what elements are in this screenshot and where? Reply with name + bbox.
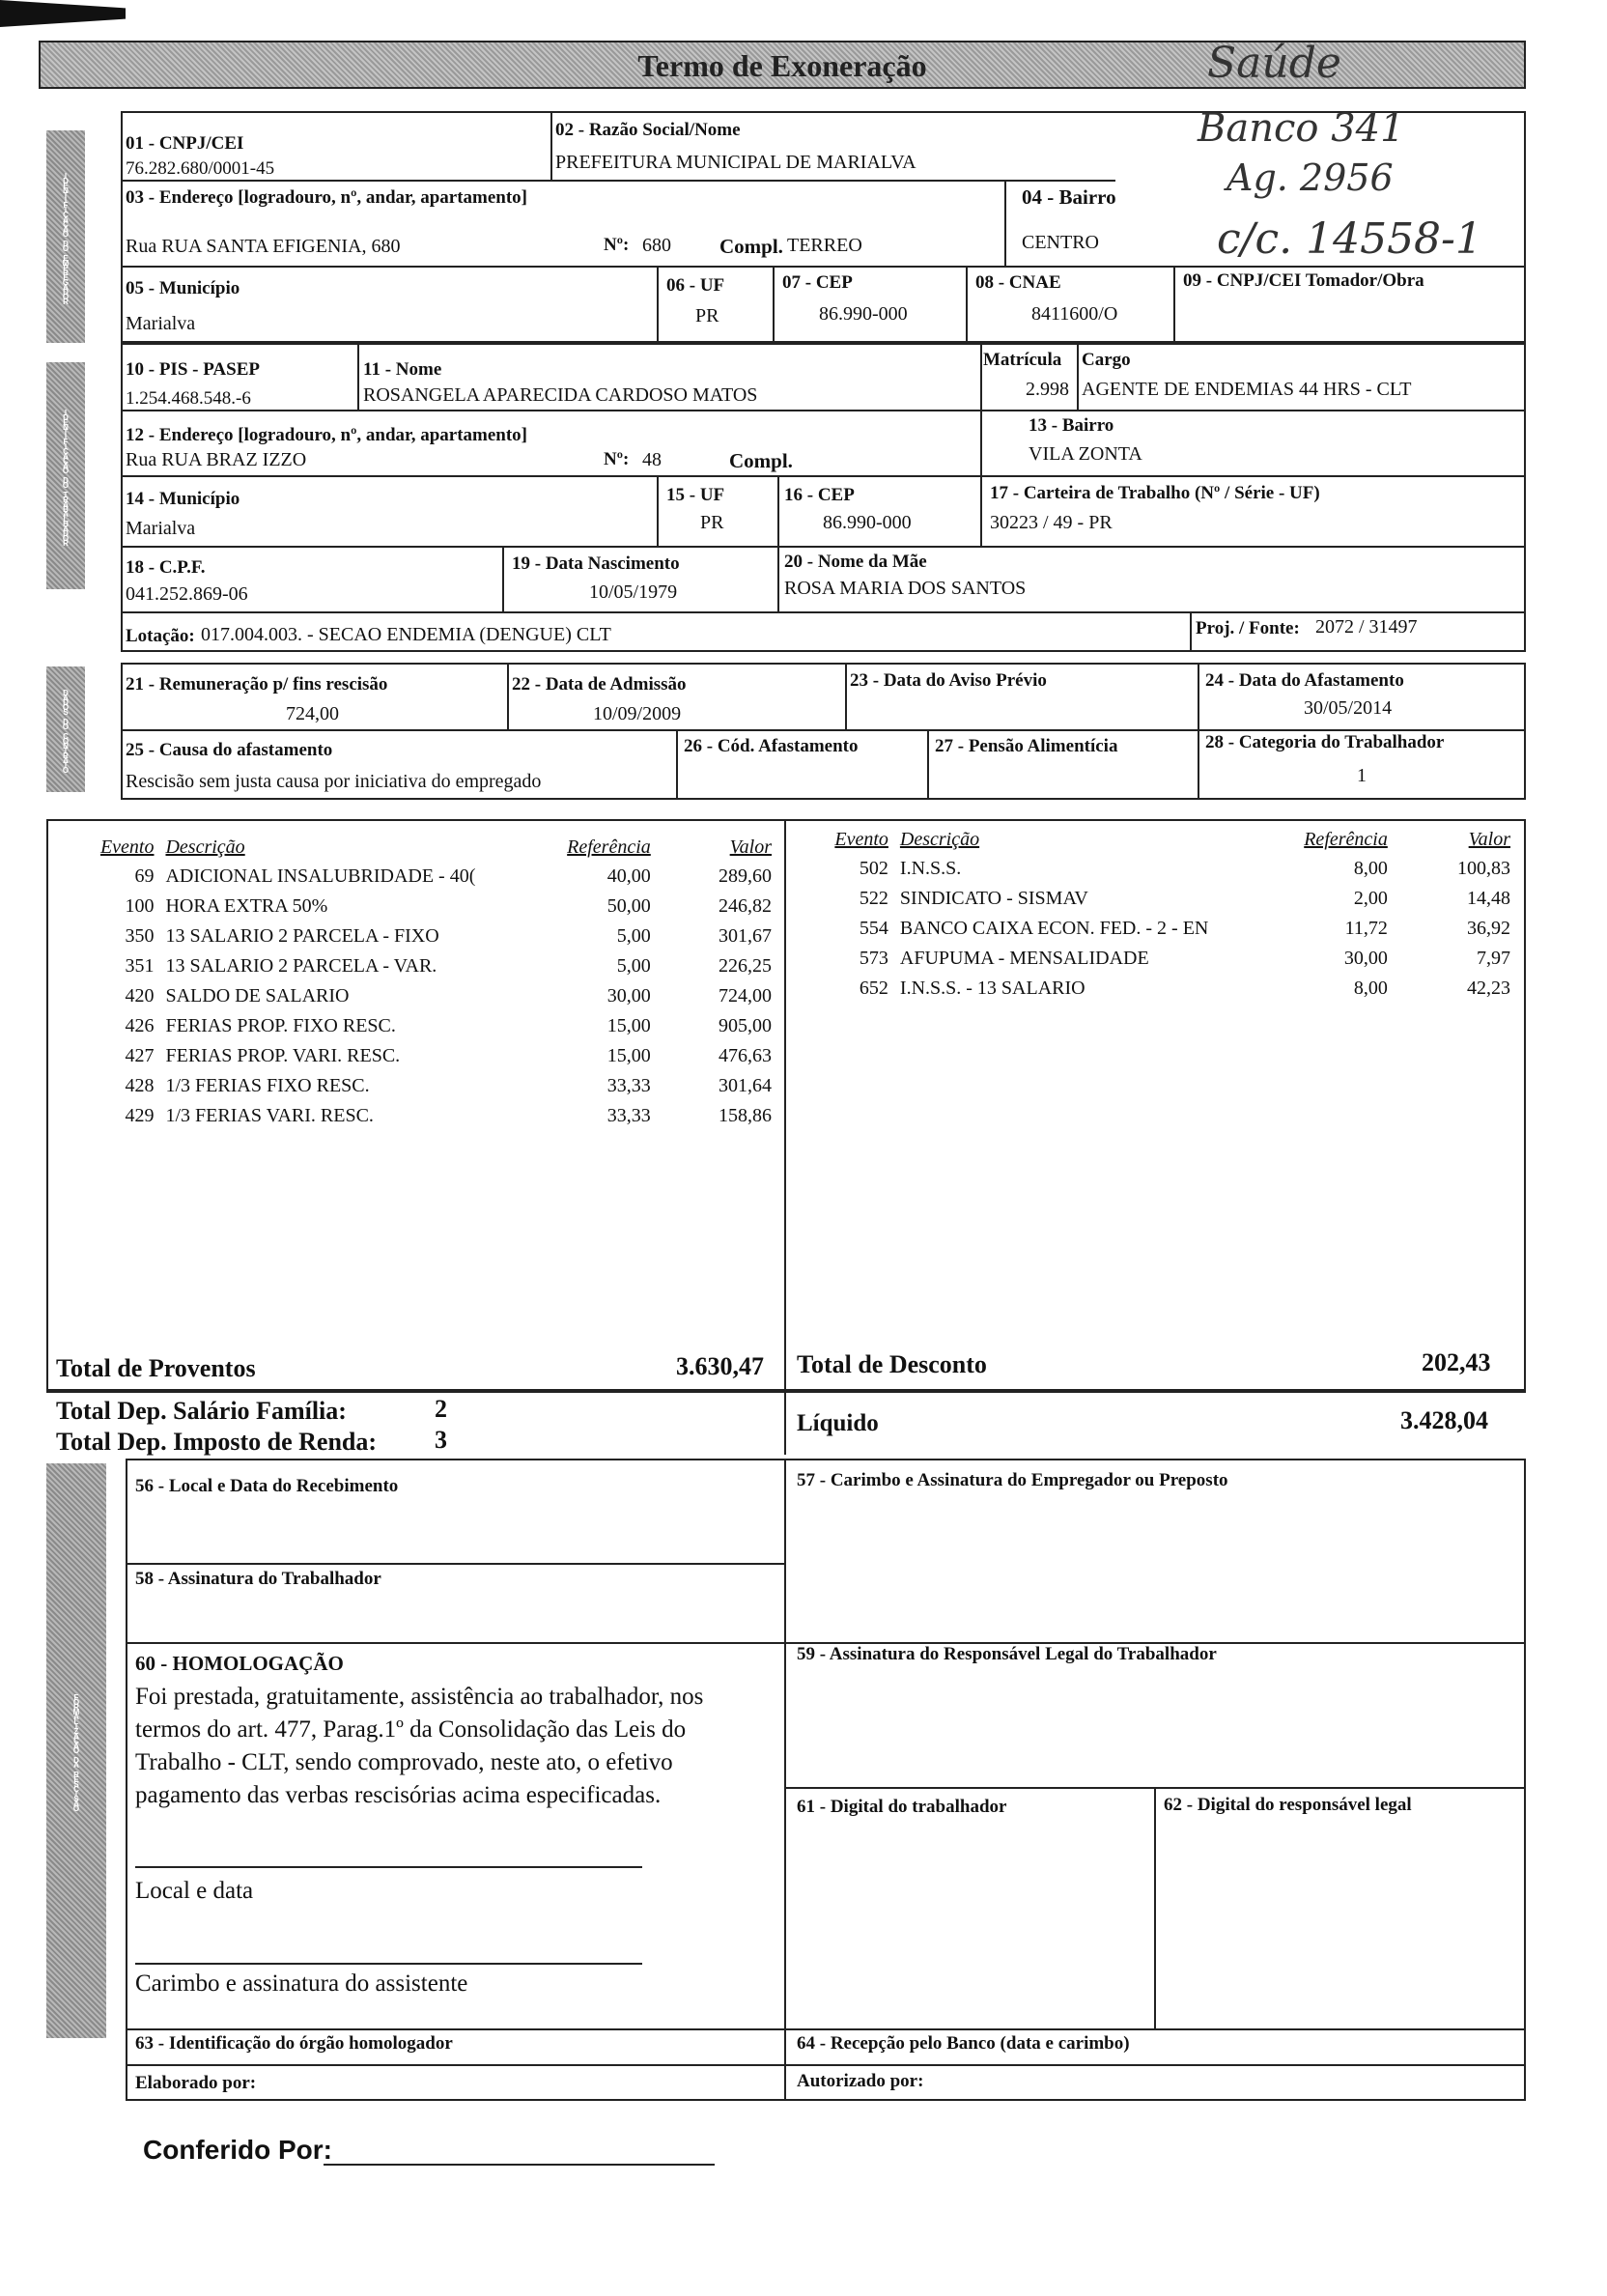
carimbo-label: Carimbo e assinatura do assistente [135, 1970, 468, 1997]
mae-label: 20 - Nome da Mãe [784, 552, 927, 572]
col-valor: Valor [729, 836, 772, 858]
categoria-label: 28 - Categoria do Trabalhador [1205, 732, 1445, 752]
local-data-line [135, 1866, 642, 1868]
table-row: 652 I.N.S.S. - 13 SALARIO 8,00 42,23 [859, 978, 1510, 999]
side-label-empregador: IDENTIFICAÇÃO DO EMPREGADOR [46, 130, 85, 343]
side-label-contrato: DADOS DO CONTRATO [46, 666, 85, 792]
bairro-trab-label: 13 - Bairro [1029, 415, 1114, 436]
endereco-label: 03 - Endereço [logradouro, nº, andar, apartamento] [126, 187, 528, 208]
nome-label: 11 - Nome [363, 359, 442, 380]
municipio-value: Marialva [126, 313, 196, 334]
total-proventos-value: 3.630,47 [676, 1352, 764, 1380]
nasc-value: 10/05/1979 [589, 581, 678, 603]
scan-mark [0, 0, 126, 27]
bairro-label: 04 - Bairro [1022, 185, 1116, 209]
table-row: 522 SINDICATO - SISMAV 2,00 14,48 [859, 888, 1510, 909]
f58-label: 58 - Assinatura do Trabalhador [135, 1569, 381, 1589]
bairro-value: CENTRO [1022, 232, 1099, 253]
f62-label: 62 - Digital do responsável legal [1164, 1795, 1412, 1815]
numero-trab-value: 48 [642, 449, 662, 470]
table-row: 554 BANCO CAIXA ECON. FED. - 2 - EN 11,72 36,92 [859, 918, 1510, 939]
adm-value: 10/09/2009 [593, 703, 682, 724]
table-row: 428 1/3 FERIAS FIXO RESC. 33,33 301,64 [125, 1075, 772, 1096]
handwriting-account: c/c. 14558-1 [1217, 214, 1482, 264]
col-evento: Evento [99, 836, 155, 858]
liquido-value: 3.428,04 [1400, 1406, 1488, 1434]
cnpj-label: 01 - CNPJ/CEI [126, 133, 244, 154]
cnae-label: 08 - CNAE [975, 272, 1061, 293]
compl-label: Compl. [719, 235, 783, 258]
f59-label: 59 - Assinatura do Responsável Legal do Trabalhador [797, 1644, 1217, 1664]
cep-trab-label: 16 - CEP [784, 485, 855, 505]
bairro-trab-value: VILA ZONTA [1029, 443, 1142, 465]
aviso-label: 23 - Data do Aviso Prévio [850, 670, 1047, 691]
proj-label: Proj. / Fonte: [1196, 618, 1300, 638]
f60-label: 60 - HOMOLOGAÇÃO [135, 1652, 344, 1675]
compl-trab-label: Compl. [729, 449, 793, 472]
f61-label: 61 - Digital do trabalhador [797, 1797, 1007, 1817]
conferido-label: Conferido Por: [143, 2135, 332, 2165]
pis-label: 10 - PIS - PASEP [126, 359, 260, 380]
col-evento: Evento [834, 828, 888, 850]
mae-value: ROSA MARIA DOS SANTOS [784, 578, 1027, 599]
familia-value: 2 [435, 1395, 447, 1423]
uf-trab-label: 15 - UF [666, 485, 725, 505]
matricula-value: 2.998 [1026, 379, 1069, 400]
endereco-trab-value: Rua RUA BRAZ IZZO [126, 449, 307, 470]
homologation-text: Foi prestada, gratuitamente, assistência ao trabalhador, nos termos do art. 477, Parag.1º da Consolidação das Leis do Trabalho - CLT, sendo comprovado, neste ato, o efetivo pagamento das verbas rescisórias acima especificadas. [135, 1684, 704, 1808]
ctps-label: 17 - Carteira de Trabalho (Nº / Série - UF) [990, 483, 1320, 503]
ir-value: 3 [435, 1426, 447, 1454]
carimbo-line [135, 1963, 642, 1965]
municipio-trab-label: 14 - Município [126, 489, 240, 509]
cep-value: 86.990-000 [819, 303, 908, 325]
compl-value: TERREO [787, 235, 862, 256]
table-row: 573 AFUPUMA - MENSALIDADE 30,00 7,97 [859, 948, 1510, 969]
page-title: Termo de Exoneração [637, 48, 927, 83]
adm-label: 22 - Data de Admissão [512, 674, 687, 694]
side-label-trabalhador: IDENTIFICAÇÃO DO TRABALHADOR [46, 362, 85, 589]
handwriting-agency: Ag. 2956 [1226, 156, 1394, 199]
razao-value: PREFEITURA MUNICIPAL DE MARIALVA [555, 152, 916, 173]
table-row: 100 HORA EXTRA 50% 50,00 246,82 [125, 895, 772, 917]
municipio-trab-value: Marialva [126, 518, 196, 539]
pis-value: 1.254.468.548.-6 [126, 388, 251, 409]
f57-label: 57 - Carimbo e Assinatura do Empregador ou Preposto [797, 1470, 1228, 1490]
nome-value: ROSANGELA APARECIDA CARDOSO MATOS [363, 384, 758, 406]
cnae-value: 8411600/O [1031, 303, 1118, 325]
table-row: 350 13 SALARIO 2 PARCELA - FIXO 5,00 301,67 [125, 925, 772, 947]
endereco-value: Rua RUA SANTA EFIGENIA, 680 [126, 236, 401, 257]
col-valor: Valor [1468, 828, 1510, 850]
cnpj-value: 76.282.680/0001-45 [126, 158, 275, 179]
nasc-label: 19 - Data Nascimento [512, 553, 680, 574]
table-row: 502 I.N.S.S. 8,00 100,83 [859, 858, 1510, 879]
handwriting-bank: Banco 341 [1198, 106, 1405, 151]
handwriting-top: Saúde [1207, 39, 1341, 88]
cargo-value: AGENTE DE ENDEMIAS 44 HRS - CLT [1082, 379, 1412, 400]
f64-label: 64 - Recepção pelo Banco (data e carimbo) [797, 2033, 1130, 2054]
afast-value: 30/05/2014 [1304, 697, 1393, 719]
causa-value: Rescisão sem justa causa por iniciativa do empregado [126, 771, 542, 792]
liquido-label: Líquido [797, 1410, 879, 1436]
numero-label: Nº: [604, 235, 630, 255]
rem-label: 21 - Remuneração p/ fins rescisão [126, 674, 388, 694]
causa-label: 25 - Causa do afastamento [126, 740, 333, 760]
matricula-label: Matrícula [983, 350, 1062, 370]
col-descricao: Descrição [165, 836, 245, 858]
table-row: 420 SALDO DE SALARIO 30,00 724,00 [125, 985, 772, 1006]
cpf-label: 18 - C.P.F. [126, 557, 206, 578]
uf-value: PR [695, 305, 719, 326]
cep-trab-value: 86.990-000 [823, 512, 912, 533]
ir-label: Total Dep. Imposto de Renda: [56, 1428, 378, 1456]
afast-label: 24 - Data do Afastamento [1205, 670, 1404, 691]
ctps-value: 30223 / 49 - PR [990, 512, 1113, 533]
col-referencia: Referência [1304, 828, 1388, 850]
total-desconto-value: 202,43 [1422, 1348, 1491, 1376]
total-proventos-label: Total de Proventos [56, 1354, 256, 1382]
numero-value: 680 [642, 235, 671, 256]
f56-label: 56 - Local e Data do Recebimento [135, 1476, 399, 1496]
descontos-table [816, 825, 1516, 1004]
table-row: 426 FERIAS PROP. FIXO RESC. 15,00 905,00 [125, 1015, 772, 1036]
familia-label: Total Dep. Salário Família: [56, 1397, 347, 1425]
uf-label: 06 - UF [666, 275, 725, 296]
autorizado-label: Autorizado por: [797, 2071, 924, 2091]
pensao-label: 27 - Pensão Alimentícia [935, 736, 1118, 756]
proj-value: 2072 / 31497 [1315, 616, 1418, 638]
rem-value: 724,00 [286, 703, 339, 724]
table-row: 427 FERIAS PROP. VARI. RESC. 15,00 476,63 [125, 1045, 772, 1066]
lotacao-label: Lotação: [126, 626, 195, 646]
cpf-value: 041.252.869-06 [126, 583, 248, 605]
side-label-formalizacao: FORMALIZAÇÃO DA RESCISÃO [46, 1463, 106, 2038]
categoria-value: 1 [1357, 765, 1367, 786]
razao-label: 02 - Razão Social/Nome [555, 120, 741, 140]
conferido-line [324, 2164, 715, 2166]
table-row: 429 1/3 FERIAS VARI. RESC. 33,33 158,86 [125, 1105, 772, 1126]
col-descricao: Descrição [899, 828, 980, 850]
elaborado-label: Elaborado por: [135, 2073, 257, 2093]
total-desconto-label: Total de Desconto [797, 1350, 987, 1378]
numero-trab-label: Nº: [604, 449, 630, 469]
f63-label: 63 - Identificação do órgão homologador [135, 2033, 453, 2054]
cod-label: 26 - Cód. Afastamento [684, 736, 859, 756]
lotacao-value: 017.004.003. - SECAO ENDEMIA (DENGUE) CLT [201, 624, 611, 645]
table-row: 351 13 SALARIO 2 PARCELA - VAR. 5,00 226,25 [125, 955, 772, 977]
cargo-label: Cargo [1082, 350, 1131, 370]
proventos-table [82, 833, 777, 1131]
col-referencia: Referência [567, 836, 651, 858]
municipio-label: 05 - Município [126, 278, 240, 298]
tomador-label: 09 - CNPJ/CEI Tomador/Obra [1183, 270, 1424, 291]
endereco-trab-label: 12 - Endereço [logradouro, nº, andar, apartamento] [126, 425, 528, 445]
cep-label: 07 - CEP [782, 272, 853, 293]
uf-trab-value: PR [700, 512, 724, 533]
table-row: 69 ADICIONAL INSALUBRIDADE - 40( 40,00 289,60 [134, 865, 772, 887]
local-data-label: Local e data [135, 1878, 254, 1904]
